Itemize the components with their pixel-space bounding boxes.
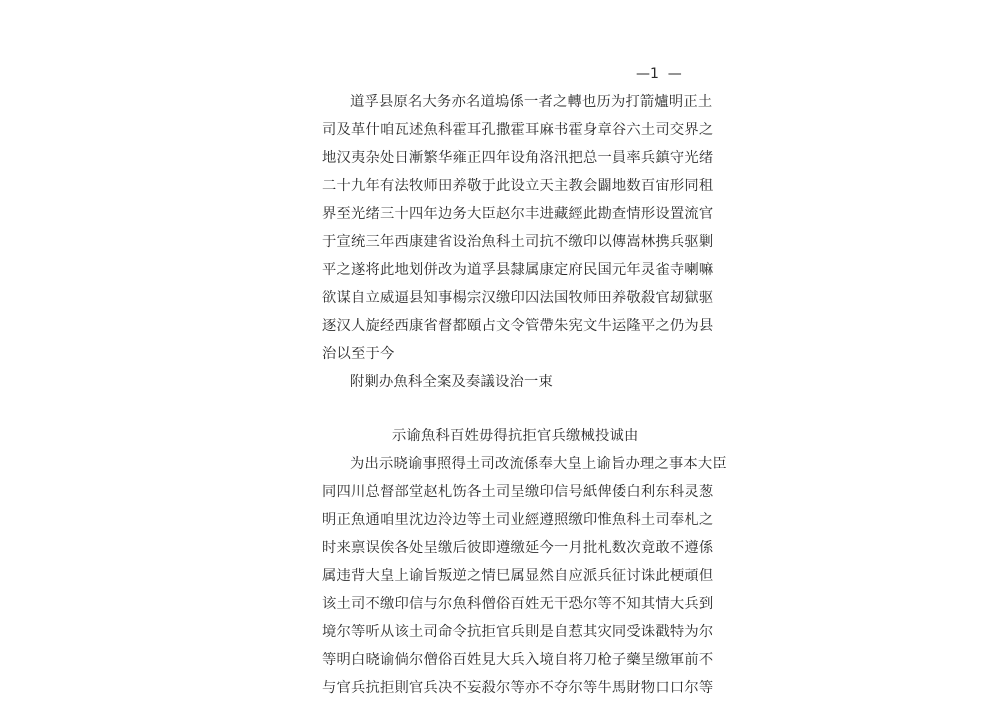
paragraph-line: 地汉夷杂处日漸繁华雍正四年设角洛汛把总一員率兵鎮守光绪 bbox=[322, 150, 714, 166]
paragraph-line: 等明白晓谕倘尔僧俗百姓見大兵入境自将刀枪子藥呈缴軍前不 bbox=[322, 652, 714, 668]
annex-line: 附剿办魚科全案及奏議设治一束 bbox=[350, 374, 553, 390]
paragraph-line: 道孚县原名大务亦名道塢係一者之轉也历为打箭爐明正土 bbox=[350, 94, 713, 110]
paragraph-line: 于宣统三年西康建省设治魚科土司抗不缴印以傳嵩林携兵驱剿 bbox=[322, 234, 714, 250]
paragraph-line: 治以至于今 bbox=[322, 346, 395, 362]
paragraph-line: 平之遂将此地划併改为道孚县隸属康定府民国元年灵雀寺喇嘛 bbox=[322, 262, 714, 278]
paragraph-line: 司及革什咱瓦述魚科霍耳孔撒霍耳麻书霍身章谷六土司交界之 bbox=[322, 122, 714, 138]
paragraph-line: 界至光绪三十四年边务大臣赵尔丰进藏經此勘查情形设置流官 bbox=[322, 206, 714, 222]
paragraph-line: 时来禀误俟各处呈缴后彼即遵缴延今一月批札数次竟敢不遵係 bbox=[322, 540, 714, 556]
paragraph-line: 欲谋自立威逼县知事楊宗汉缴印囚法国牧师田养敬殺官刼獄驱 bbox=[322, 290, 714, 306]
paragraph-line: 属违背大皇上谕旨叛逆之情巳属显然自应派兵征讨诛此梗頑但 bbox=[322, 568, 714, 584]
paragraph-line: 二十九年有法牧师田养敬于此设立天主教会闢地数百宙形同租 bbox=[322, 178, 714, 194]
paragraph-line: 逐汉人旋经西康省督都頤占文令管帶朱宪文牛运隆平之仍为县 bbox=[322, 318, 714, 334]
paragraph-line: 同四川总督部堂赵札饬各土司呈缴印信号紙俾倭白利东科灵葱 bbox=[322, 484, 714, 500]
paragraph-line: 为出示晓谕事照得土司改流係奉大皇上谕旨办理之事本大臣 bbox=[350, 456, 727, 472]
proclamation-title: 示谕魚科百姓毋得抗拒官兵缴械投诚由 bbox=[392, 428, 639, 444]
paragraph-line: 该土司不缴印信与尔魚科僧俗百姓无干恐尔等不知其情大兵到 bbox=[322, 596, 714, 612]
paragraph-line: 境尔等听从该土司命令抗拒官兵則是自惹其灾同受诛戳特为尔 bbox=[322, 624, 714, 640]
paragraph-line: 与官兵抗拒則官兵决不妄殺尔等亦不夺尔等牛馬財物口口尔等 bbox=[322, 680, 714, 696]
page-number: —1 — bbox=[636, 66, 682, 82]
paragraph-line: 明正魚通咱里沈边泠边等土司业經遵照缴印惟魚科土司奉札之 bbox=[322, 512, 714, 528]
